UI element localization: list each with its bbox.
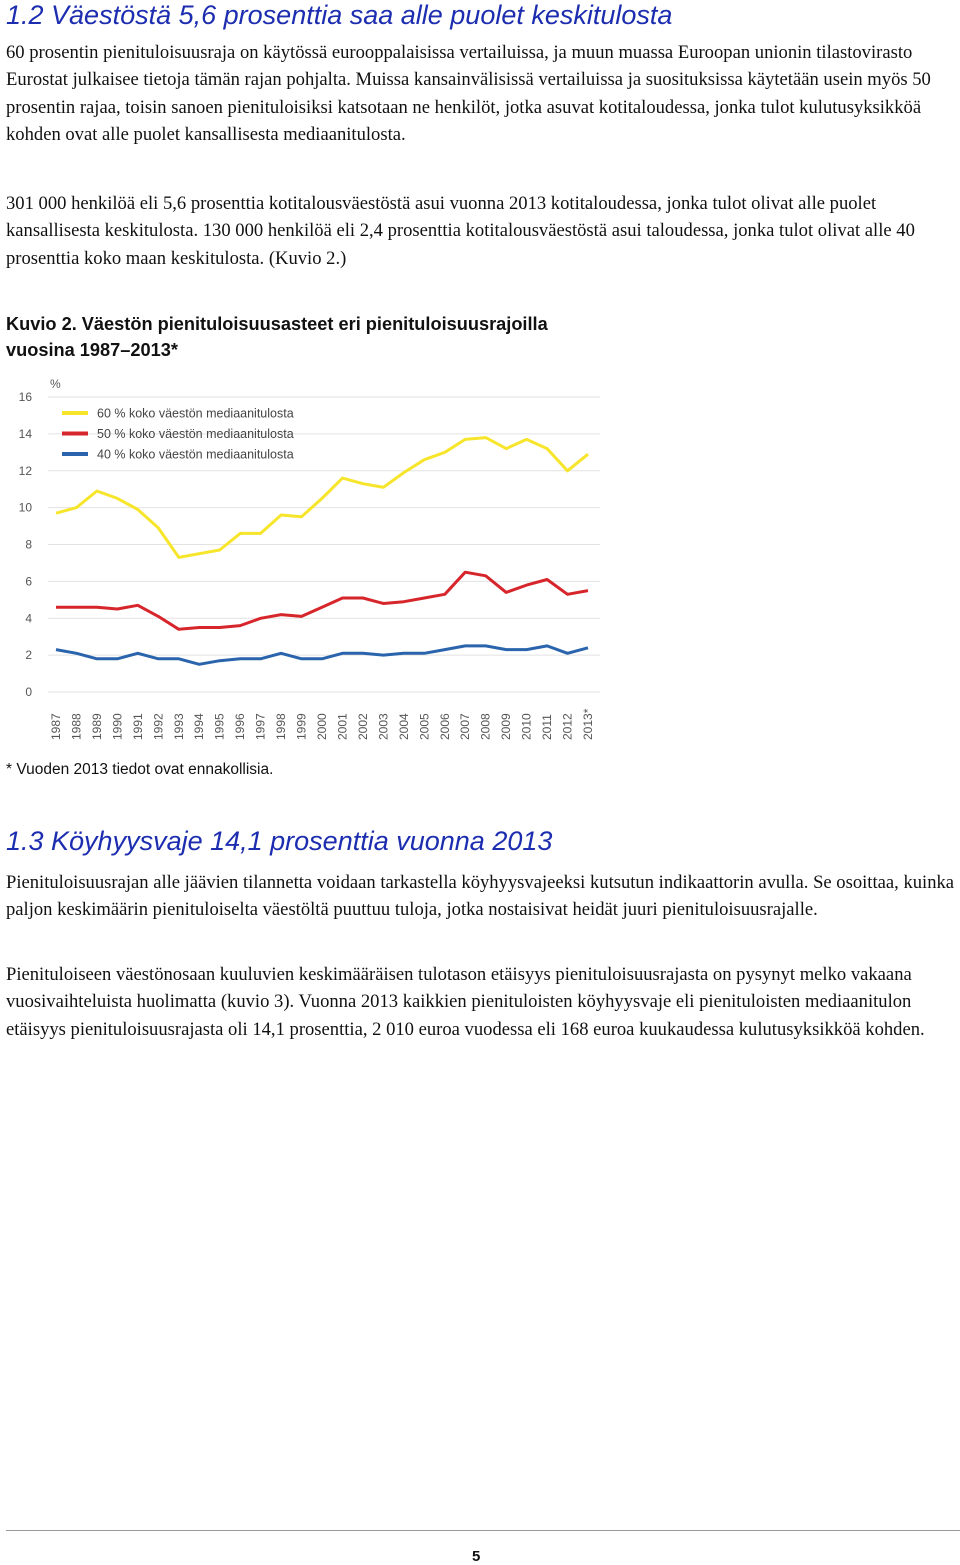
legend-label-2: 50 % koko väestön mediaanitulosta xyxy=(97,427,294,441)
x-tick-label: 2006 xyxy=(437,713,452,740)
page-number: 5 xyxy=(472,1548,481,1565)
series-line-2 xyxy=(56,572,588,629)
x-tick-label: 2007 xyxy=(458,713,473,740)
x-tick-label: 2009 xyxy=(499,713,514,740)
figure-title xyxy=(6,311,706,363)
y-tick-label: 16 xyxy=(18,390,32,404)
y-tick-label: 2 xyxy=(25,648,32,663)
x-tick-label: 1988 xyxy=(69,713,84,740)
section1-paragraph-2: 301 000 henkilöä eli 5,6 prosenttia kotitalousväestöstä asui vuonna 2013 kotitaloudessa, jonka tulot olivat alle puolet kansallisesta keskitulosta. 130 000 henkilöä eli 2,4 prosenttia kotitalousväestöstä asui taloudessa, jonka tulot olivat alle 40 prosenttia koko maan keskitulosta. (Kuvio 2.) xyxy=(6,193,915,269)
x-tick-label: 2002 xyxy=(355,713,370,740)
x-tick-label: 1990 xyxy=(110,713,125,740)
x-tick-label: 1991 xyxy=(130,713,145,740)
chart-x-tick-labels xyxy=(49,708,595,740)
legend-label-1: 60 % koko väestön mediaanitulosta xyxy=(97,406,294,421)
y-tick-label: 4 xyxy=(25,611,32,626)
x-tick-label: 1996 xyxy=(233,713,248,740)
x-tick-label: 1987 xyxy=(49,713,63,740)
y-tick-label: 12 xyxy=(18,463,32,478)
section1-paragraph-1: 60 prosentin pienituloisuusraja on käytössä eurooppalaisissa vertailuissa, ja muun muassa Euroopan unionin tilastovirasto Eurostat julkaisee tietoja tämän rajan pohjalta. Muissa kansainvälisissä vertailuissa ja suosituksissa käytetään usein myös 50 prosentin rajaa, toisin sanoen pienituloisiksi katsotaan ne henkilöt, jotka asuvat kotitaloudessa, jonka tulot kulutusyksikköä kohden ovat alle puolet kansallisesta mediaanitulosta. xyxy=(6,42,931,145)
x-tick-label: 2003 xyxy=(376,713,391,740)
x-tick-label: 1994 xyxy=(192,713,207,740)
x-tick-label: 2008 xyxy=(478,713,493,740)
x-tick-label: 2000 xyxy=(315,713,329,740)
x-tick-label: 1997 xyxy=(253,713,268,740)
section2-paragraph-2: Pienituloiseen väestönosaan kuuluvien keskimääräisen tulotason etäisyys pienituloisuusrajasta on pysynyt melko vakaana vuosivaihteluista huolimatta (kuvio 3). Vuonna 2013 kaikkien pienituloisten köyhyysvaje eli pienituloisten mediaanitulon etäisyys pienituloisuusrajasta oli 14,1 prosenttia, 2 010 euroa vuodessa eli 168 euroa kuukaudessa kulutusyksikköä kohden. xyxy=(6,964,925,1040)
y-tick-label: 8 xyxy=(25,537,32,552)
section-heading-1-2: 1.2 Väestöstä 5,6 prosenttia saa alle puolet keskitulosta xyxy=(6,0,673,30)
x-tick-label: 2011 xyxy=(540,714,555,740)
figure-footnote: * Vuoden 2013 tiedot ovat ennakollisia. xyxy=(6,761,274,778)
x-tick-label: 1992 xyxy=(151,713,166,740)
y-tick-label: 0 xyxy=(25,685,32,699)
legend-label-3: 40 % koko väestön mediaanitulosta xyxy=(97,447,294,462)
x-tick-label: 2013* xyxy=(581,708,595,740)
chart-y-tick-labels xyxy=(19,390,33,699)
x-tick-label: 1999 xyxy=(294,713,309,740)
x-tick-label: 2012 xyxy=(560,713,575,740)
figure-title-line-2: vuosina 1987–2013* xyxy=(6,340,178,360)
chart-gridlines xyxy=(48,397,600,692)
y-tick-label: 10 xyxy=(18,500,32,515)
chart-series-lines xyxy=(56,438,588,665)
y-tick-label: 6 xyxy=(25,574,32,589)
y-tick-label: 14 xyxy=(18,426,32,441)
x-tick-label: 2010 xyxy=(519,713,534,740)
figure-title-line-1: Kuvio 2. Väestön pienituloisuusasteet eri pienituloisuusrajoilla xyxy=(6,314,548,334)
footer-divider xyxy=(6,1530,960,1531)
x-tick-label: 1993 xyxy=(171,713,186,740)
x-tick-label: 2005 xyxy=(417,713,432,740)
x-tick-label: 2001 xyxy=(335,713,350,740)
chart-y-axis-unit: % xyxy=(50,377,61,391)
income-poverty-line-chart xyxy=(0,370,620,748)
x-tick-label: 1998 xyxy=(274,713,289,740)
section2-paragraph-1: Pienituloisuusrajan alle jäävien tilannetta voidaan tarkastella köyhyysvajeeksi kutsutun indikaattorin avulla. Se osoittaa, kuinka paljon keskimäärin pienituloiselta väestöltä puuttuu tuloja, jotka nostaisivat heidät juuri pienituloisuusrajalle. xyxy=(6,872,955,921)
x-tick-label: 2004 xyxy=(396,713,411,740)
chart-legend xyxy=(62,407,294,462)
x-tick-label: 1995 xyxy=(212,713,227,740)
section-heading-1-3: 1.3 Köyhyysvaje 14,1 prosenttia vuonna 2013 xyxy=(6,826,553,856)
x-tick-label: 1989 xyxy=(89,713,104,740)
